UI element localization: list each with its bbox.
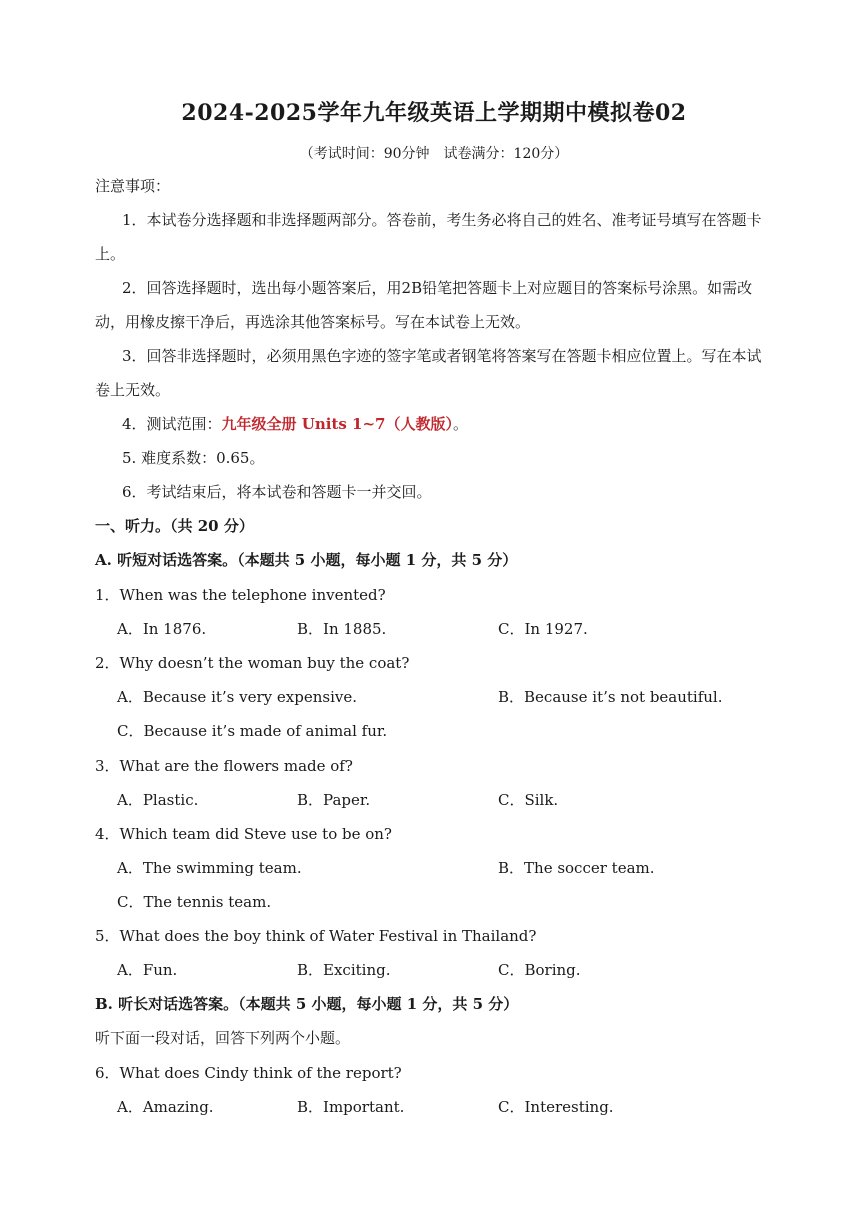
notice-item-1: 1．本试卷分选择题和非选择题两部分。答卷前，考生务必将自己的姓名、准考证号填写在答题卡 xyxy=(122,211,762,229)
page-title: 2024-2025学年九年级英语上学期期中模拟卷02 xyxy=(181,100,687,126)
q6-option-c[interactable]: C．Interesting. xyxy=(498,1098,614,1116)
notice-item-3-cont: 卷上无效。 xyxy=(95,381,171,399)
q3-option-c[interactable]: C．Silk. xyxy=(498,791,559,809)
q4-option-c[interactable]: C．The tennis team. xyxy=(117,893,272,911)
q1-option-c[interactable]: C．In 1927. xyxy=(498,620,588,638)
notice-item-4-prefix: 4．测试范围： xyxy=(122,415,222,433)
q6-option-b[interactable]: B．Important. xyxy=(297,1098,405,1116)
q3-option-b[interactable]: B．Paper. xyxy=(297,791,371,809)
section-heading: 一、听力。（共 20 分） xyxy=(95,517,254,535)
q5-option-c[interactable]: C．Boring. xyxy=(498,961,581,979)
q5-option-b[interactable]: B．Exciting. xyxy=(297,961,391,979)
notice-heading: 注意事项： xyxy=(95,177,171,195)
q3-option-a[interactable]: A．Plastic. xyxy=(117,791,199,809)
q2-option-a[interactable]: A．Because it’s very expensive. xyxy=(117,688,357,706)
notice-item-4-suffix: 。 xyxy=(453,415,469,433)
question-1: 1．When was the telephone invented? xyxy=(95,586,386,604)
part-b-heading: B. 听长对话选答案。（本题共 5 小题，每小题 1 分，共 5 分） xyxy=(95,995,519,1013)
part-b-intro: 听下面一段对话，回答下列两个小题。 xyxy=(95,1029,351,1047)
q6-option-a[interactable]: A．Amazing. xyxy=(117,1098,214,1116)
notice-item-2: 2．回答选择题时，选出每小题答案后，用2B铅笔把答题卡上对应题目的答案标号涂黑。如需改 xyxy=(122,279,753,297)
notice-item-3: 3．回答非选择题时，必须用黑色字迹的签字笔或者钢笔将答案写在答题卡相应位置上。写在本试 xyxy=(122,347,762,365)
notice-item-4 xyxy=(122,414,468,434)
q4-option-b[interactable]: B．The soccer team. xyxy=(498,859,655,877)
question-3: 3．What are the flowers made of? xyxy=(95,757,353,775)
question-2: 2．Why doesn’t the woman buy the coat? xyxy=(95,654,410,672)
part-a-heading: A. 听短对话选答案。（本题共 5 小题，每小题 1 分，共 5 分） xyxy=(95,551,518,569)
test-range: 九年级全册 Units 1~7（人教版） xyxy=(221,415,453,433)
notice-item-1-cont: 上。 xyxy=(95,245,126,263)
question-6: 6．What does Cindy think of the report? xyxy=(95,1064,402,1082)
notice-item-5: 5. 难度系数：0.65。 xyxy=(122,449,265,467)
exam-duration-info: （考试时间：90分钟 试卷满分：120分） xyxy=(299,146,569,162)
q1-option-a[interactable]: A．In 1876. xyxy=(117,620,207,638)
q1-option-b[interactable]: B．In 1885. xyxy=(297,620,387,638)
q2-option-b[interactable]: B．Because it’s not beautiful. xyxy=(498,688,723,706)
notice-item-2-cont: 动，用橡皮擦干净后，再选涂其他答案标号。写在本试卷上无效。 xyxy=(95,313,531,331)
question-5: 5．What does the boy think of Water Festival in Thailand? xyxy=(95,927,537,945)
question-4: 4．Which team did Steve use to be on? xyxy=(95,825,392,843)
notice-item-6: 6．考试结束后，将本试卷和答题卡一并交回。 xyxy=(122,483,432,501)
q4-option-a[interactable]: A．The swimming team. xyxy=(117,859,302,877)
q5-option-a[interactable]: A．Fun. xyxy=(117,961,178,979)
q2-option-c[interactable]: C．Because it’s made of animal fur. xyxy=(117,722,388,740)
